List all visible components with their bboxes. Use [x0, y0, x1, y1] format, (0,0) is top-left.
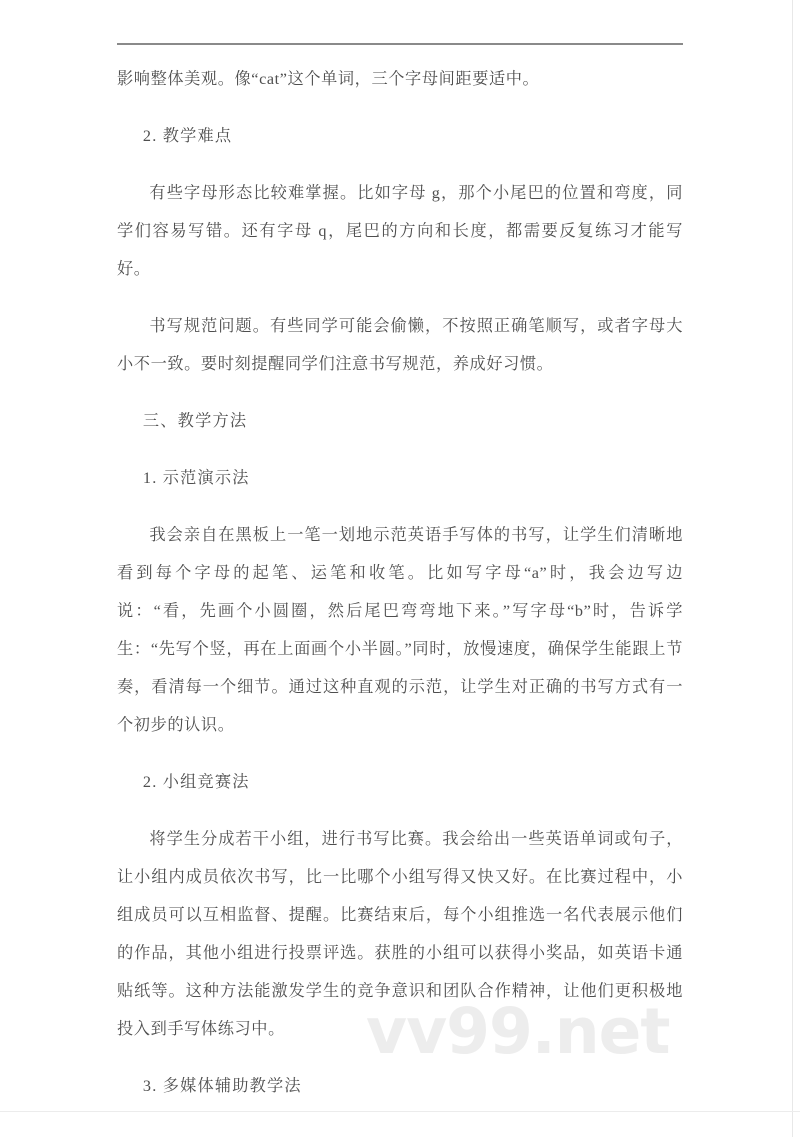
heading-section-three: 三、教学方法: [142, 412, 248, 430]
page-edge-bottom: [0, 1111, 800, 1112]
heading-method-1: 1. 示范演示法: [142, 469, 250, 487]
heading-method-2: 2. 小组竞赛法: [142, 773, 250, 791]
heading-method-3: 3. 多媒体辅助教学法: [142, 1077, 302, 1095]
spacer: [117, 440, 683, 459]
site-watermark: vv99.net: [366, 995, 670, 1068]
spacer: [117, 497, 683, 516]
page-edge-right: [792, 0, 793, 1137]
spacer: [117, 383, 683, 402]
paragraph-continuation: 影响整体美观。像“cat”这个单词，三个字母间距要适中。: [117, 70, 540, 88]
document-body: [117, 60, 683, 1105]
paragraph-difficulty-2: 书写规范问题。有些同学可能会偷懒，不按照正确笔顺写，或者字母大小不一致。要时刻提醒同学们注意书写规范，养成好习惯。: [117, 317, 683, 373]
spacer: [117, 744, 683, 763]
paragraph-difficulty-1: 有些字母形态比较难掌握。比如字母 g，那个小尾巴的位置和弯度，同学们容易写错。还有字母 q，尾巴的方向和长度，都需要反复练习才能写好。: [117, 184, 683, 278]
spacer: [117, 801, 683, 820]
spacer: [117, 288, 683, 307]
header-horizontal-rule: [117, 43, 683, 45]
paragraph-method-2: 将学生分成若干小组，进行书写比赛。我会给出一些英语单词或句子，让小组内成员依次书写，比一比哪个小组写得又快又好。在比赛过程中，小组成员可以互相监督、提醒。比赛结束后，每个小组推选一名代表展示他们的作品，其他小组进行投票评选。获胜的小组可以获得小奖品，如英语卡通贴纸等。这种方法能激发学生的竞争意识和团队合作精神，让他们更积极地投入到手写体练习中。: [117, 830, 683, 1038]
paragraph-method-1: 我会亲自在黑板上一笔一划地示范英语手写体的书写，让学生们清晰地看到每个字母的起笔、运笔和收笔。比如写字母“a”时，我会边写边说：“看，先画个小圆圈，然后尾巴弯弯地下来。”写字母“b”时，告诉学生：“先写个竖，再在上面画个小半圆。”同时，放慢速度，确保学生能跟上节奏，看清每一个细节。通过这种直观的示范，让学生对正确的书写方式有一个初步的认识。: [117, 526, 683, 734]
heading-teaching-difficulty: 2. 教学难点: [142, 127, 233, 145]
spacer: [117, 98, 683, 117]
spacer: [117, 155, 683, 174]
